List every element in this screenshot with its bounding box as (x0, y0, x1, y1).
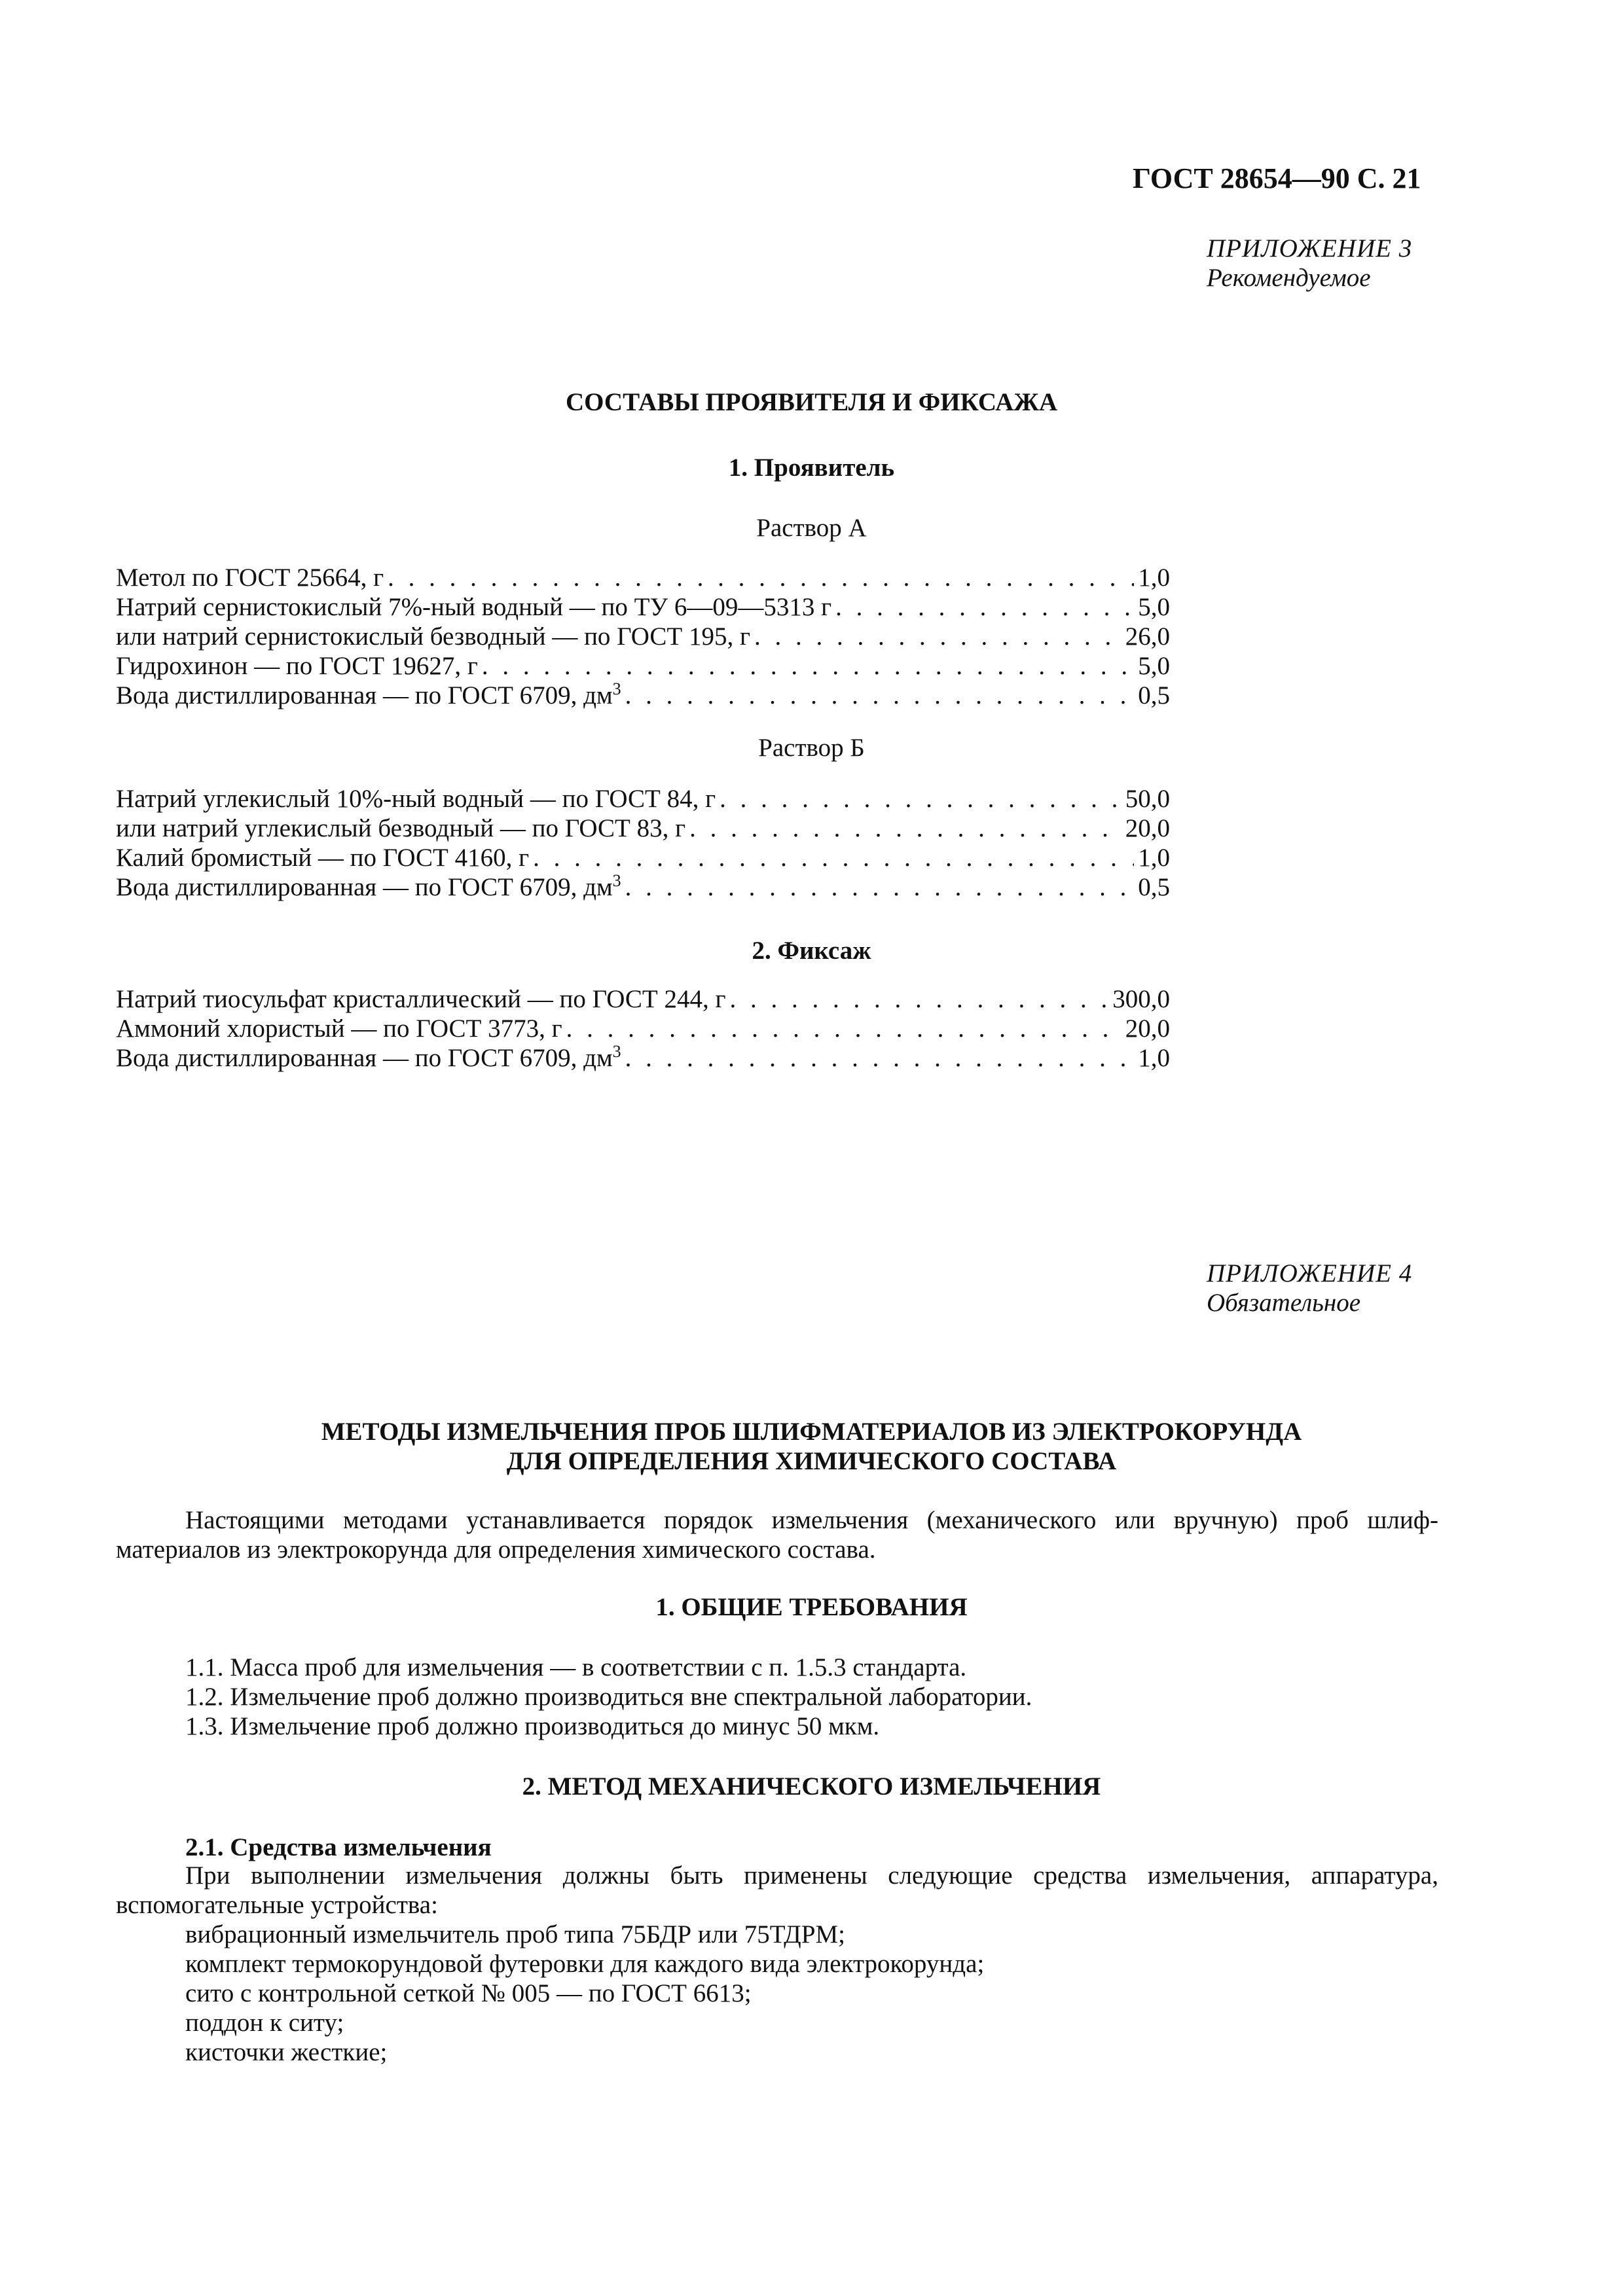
list-item: Вода дистиллированная — по ГОСТ 6709, $дм^3$ . . . 0,5 (116, 681, 1170, 710)
annex3-label (1207, 234, 1412, 293)
section2-1-heading: 2.1. Средства измельчения (185, 1833, 492, 1861)
list-item: или натрий углекислый безводный — по ГОСТ 83, г . . . 20,0 (116, 814, 1170, 843)
equipment-item: сито с контрольной сеткой № 005 — по ГОСТ 6613; (185, 1979, 752, 2007)
fixer-heading: 2. Фиксаж (752, 937, 871, 965)
section1-heading: 1. ОБЩИЕ ТРЕБОВАНИЯ (655, 1593, 968, 1621)
section1-item: 1.1. Масса проб для измельчения — в соответствии с п. 1.5.3 стандарта. (185, 1653, 967, 1681)
list-item: Гидрохинон — по ГОСТ 19627, г . . . 5,0 (116, 651, 1170, 681)
list-item: Вода дистиллированная — по ГОСТ 6709, $дм^3$ . . . 1,0 (116, 1043, 1170, 1073)
list-item: Вода дистиллированная — по ГОСТ 6709, $дм^3$ . . . 0,5 (116, 872, 1170, 902)
section2-1-intro: При выполнении измельчения должны быть применены следующие средства измельчения, аппаратура, вспомогательные устройства: (116, 1861, 1438, 1919)
solution-a-list (116, 563, 1170, 710)
list-item: Калий бромистый — по ГОСТ 4160, г . . . 1,0 (116, 843, 1170, 872)
section2-heading: 2. МЕТОД МЕХАНИЧЕСКОГО ИЗМЕЛЬЧЕНИЯ (522, 1772, 1101, 1801)
list-item: или натрий сернистокислый безводный — по ГОСТ 195, г . . . 26,0 (116, 622, 1170, 651)
annex3-title: СОСТАВЫ ПРОЯВИТЕЛЯ И ФИКСАЖА (565, 388, 1058, 416)
list-item: Метол по ГОСТ 25664, г . . . 1,0 (116, 563, 1170, 592)
section1-item: 1.3. Измельчение проб должно производиться до минус 50 мкм. (185, 1712, 880, 1740)
annex4-number: ПРИЛОЖЕНИЕ 4 (1207, 1259, 1413, 1287)
annex4-title-line2: ДЛЯ ОПРЕДЕЛЕНИЯ ХИМИЧЕСКОГО СОСТАВА (506, 1447, 1117, 1475)
section1-item: 1.2. Измельчение проб должно производиться вне спектральной лаборатории. (185, 1683, 1032, 1711)
equipment-item: кисточки жесткие; (185, 2038, 388, 2066)
equipment-item: вибрационный измельчитель проб типа 75БДР или 75ТДРМ; (185, 1920, 845, 1948)
running-header: ГОСТ 28654—90 С. 21 (1133, 162, 1421, 194)
equipment-item: поддон к ситу; (185, 2009, 344, 2037)
solution-b-heading: Раствор Б (758, 734, 865, 762)
list-item: Натрий сернистокислый 7%-ный водный — по ТУ 6—09—5313 г . . . 5,0 (116, 592, 1170, 622)
solution-a-heading: Раствор А (756, 514, 867, 542)
solution-b-list (116, 784, 1170, 902)
equipment-item: комплект термокорундовой футеровки для каждого вида электрокорунда; (185, 1950, 985, 1978)
list-item: Натрий тиосульфат кристаллический — по ГОСТ 244, г . . . 300,0 (116, 984, 1170, 1014)
annex3-number: ПРИЛОЖЕНИЕ 3 (1207, 234, 1413, 262)
fixer-list (116, 984, 1170, 1073)
annex4-intro: Настоящими методами устанавливается порядок измельчения (механического или вручную) проб шлиф- материалов из электрокорунда для определения химического состава. (116, 1506, 1438, 1564)
annex3-status: Рекомендуемое (1207, 264, 1371, 292)
developer-heading: 1. Проявитель (728, 454, 895, 482)
annex4-title-line1: МЕТОДЫ ИЗМЕЛЬЧЕНИЯ ПРОБ ШЛИФМАТЕРИАЛОВ ИЗ ЭЛЕКТРОКОРУНДА (321, 1418, 1302, 1446)
annex4-label (1207, 1259, 1412, 1318)
annex4-status: Обязательное (1207, 1289, 1361, 1317)
list-item: Аммоний хлористый — по ГОСТ 3773, г . . . 20,0 (116, 1014, 1170, 1043)
list-item: Натрий углекислый 10%-ный водный — по ГОСТ 84, г . . . 50,0 (116, 784, 1170, 814)
